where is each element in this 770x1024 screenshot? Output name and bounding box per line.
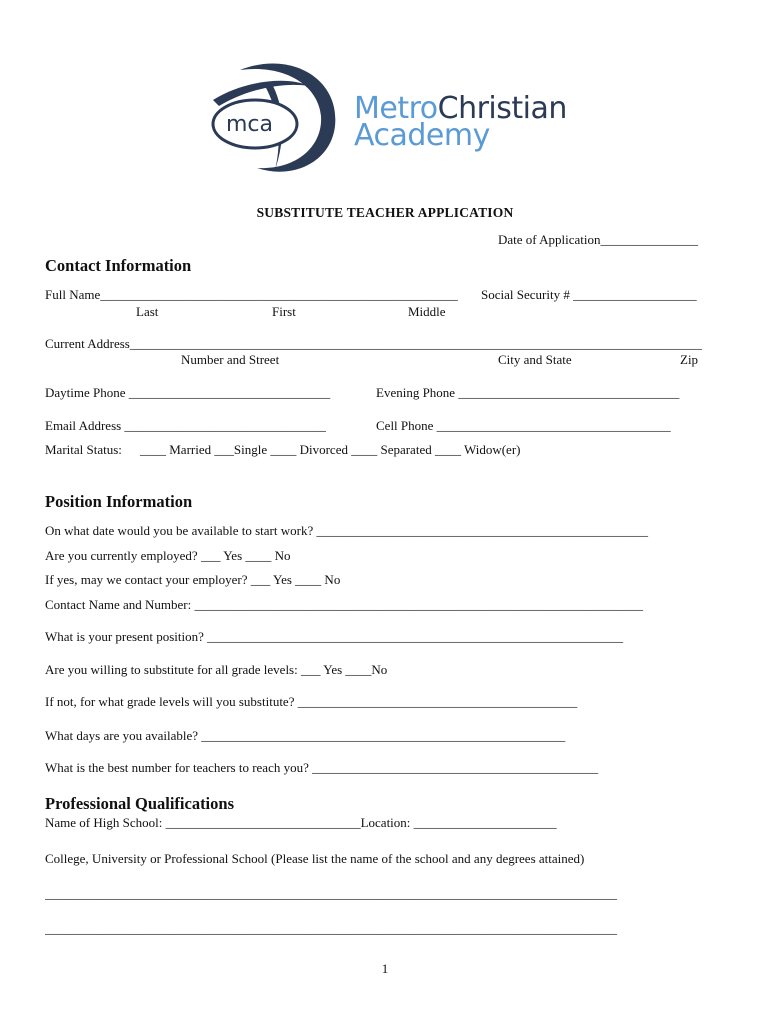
name-first-label: First [272, 304, 296, 319]
name-last-label: Last [136, 304, 159, 319]
email-address-field[interactable]: Email Address _______________________________ [45, 418, 326, 433]
daytime-phone-field[interactable]: Daytime Phone _______________________________ [45, 385, 331, 400]
marital-status-label: Marital Status: [45, 442, 122, 457]
form-title: SUBSTITUTE TEACHER APPLICATION [256, 205, 514, 220]
start-date-question[interactable]: On what date would you be available to start work? ___________________________________________________ [45, 523, 648, 538]
logo-christian: Christian [437, 91, 567, 126]
days-available-field[interactable]: What days are you available? ________________________________________________________ [45, 728, 566, 743]
date-of-application-field[interactable]: Date of Application_______________ [498, 232, 699, 247]
address-zip-label: Zip [680, 352, 699, 367]
college-prompt: College, University or Professional School (Please list the name of the school and any degrees attained) [45, 851, 585, 866]
contact-name-number-field[interactable]: Contact Name and Number: _____________________________________________________________________ [45, 597, 643, 612]
evening-phone-field[interactable]: Evening Phone __________________________________ [376, 385, 680, 400]
social-security-field[interactable]: Social Security # ___________________ [481, 287, 697, 302]
professional-qualifications-heading: Professional Qualifications [45, 794, 234, 813]
page-number: 1 [381, 961, 389, 976]
marital-status-options[interactable]: ____ Married ___Single ____ Divorced ____ Separated ____ Widow(er) [140, 442, 521, 457]
logo-name-line2: Academy [354, 118, 490, 153]
college-blank-line-1[interactable]: ________________________________________________________________________________________ [45, 886, 617, 901]
name-middle-label: Middle [408, 304, 446, 319]
present-position-field[interactable]: What is your present position? ________________________________________________________________ [45, 629, 624, 644]
position-information-heading: Position Information [45, 492, 193, 511]
full-name-field[interactable]: Full Name_______________________________________________________ [45, 287, 458, 302]
contact-information-heading: Contact Information [45, 256, 192, 275]
currently-employed-question[interactable]: Are you currently employed? ___ Yes ____ No [45, 548, 291, 563]
contact-employer-question[interactable]: If yes, may we contact your employer? ___ Yes ____ No [45, 572, 341, 587]
college-blank-line-2[interactable]: ________________________________________________________________________________________ [45, 921, 617, 936]
address-street-label: Number and Street [181, 352, 280, 367]
address-city-state-label: City and State [498, 352, 572, 367]
logo-mark-text: mca [226, 112, 274, 137]
grade-levels-field[interactable]: If not, for what grade levels will you substitute? ___________________________________________ [45, 694, 578, 709]
best-number-field[interactable]: What is the best number for teachers to reach you? ____________________________________________ [45, 760, 599, 775]
current-address-field[interactable]: Current Address________________________________________________________________________________________ [45, 336, 702, 351]
all-grade-levels-question[interactable]: Are you willing to substitute for all grade levels: ___ Yes ____No [45, 662, 388, 677]
high-school-field[interactable]: Name of High School: ______________________________Location: ______________________ [45, 815, 557, 830]
cell-phone-field[interactable]: Cell Phone ____________________________________ [376, 418, 671, 433]
logo-metro: Metro [354, 91, 438, 126]
